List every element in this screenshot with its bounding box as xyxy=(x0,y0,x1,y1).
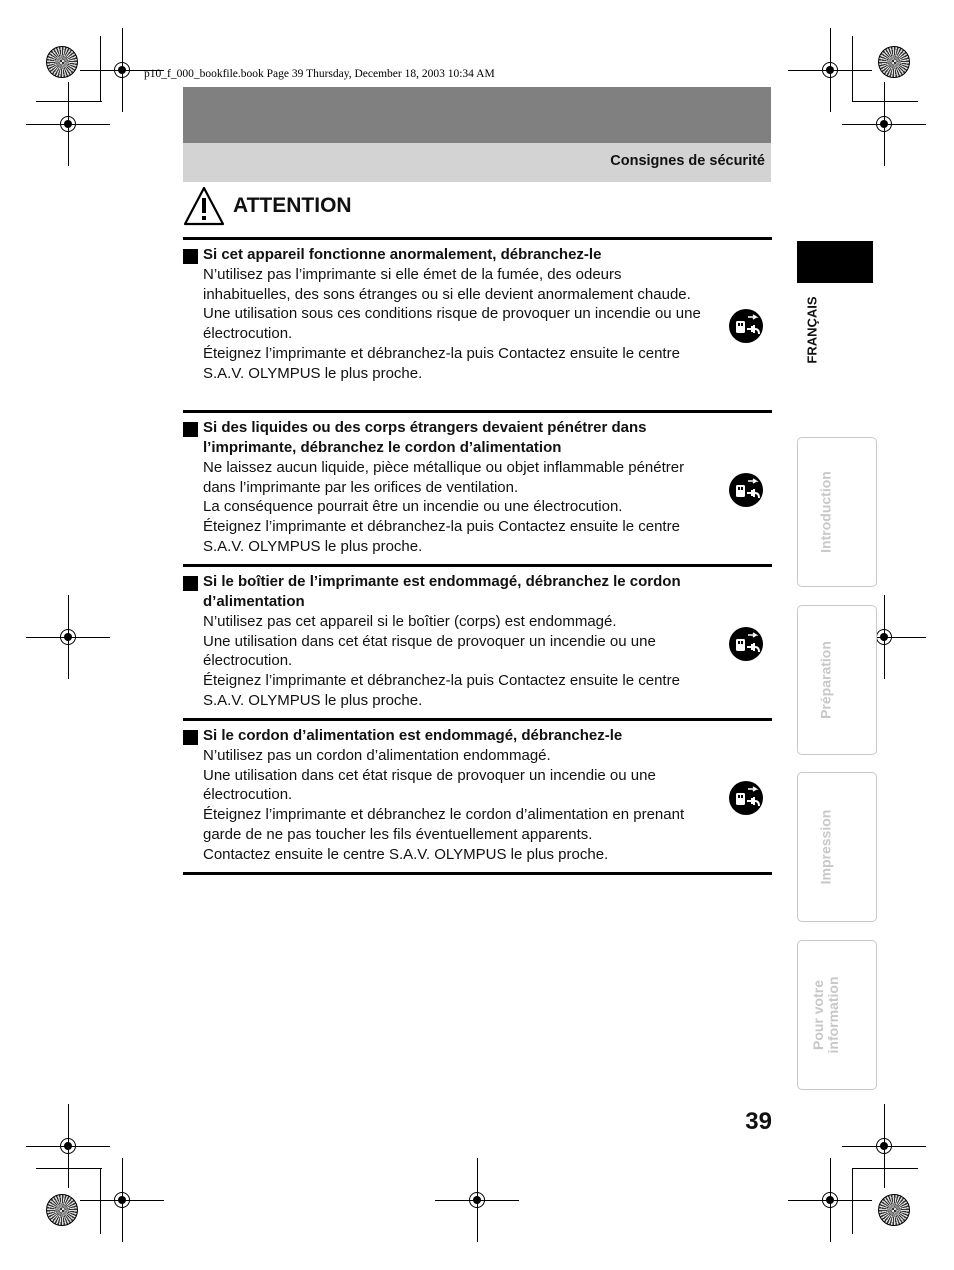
warning-section-4 xyxy=(183,726,772,864)
warning-body xyxy=(183,265,703,383)
crop-line xyxy=(100,1168,101,1234)
page-number: 39 xyxy=(745,1108,772,1135)
section-divider xyxy=(183,410,772,413)
tab-label: Préparation xyxy=(817,641,834,719)
book-file-info: p10_f_000_bookfile.book Page 39 Thursday, December 18, 2003 10:34 AM xyxy=(144,68,495,80)
header-band xyxy=(183,87,771,143)
crop-line xyxy=(36,1168,102,1169)
warning-section-3 xyxy=(183,572,772,711)
warning-paragraph: N’utilisez pas l’imprimante si elle émet de la fumée, des odeurs inhabituelles, des sons étranges ou si elle devient anormalement chaude. xyxy=(203,266,691,303)
crop-line xyxy=(100,36,101,102)
crop-line xyxy=(852,101,918,102)
warning-paragraph: Éteignez l’imprimante et débranchez-la puis Contactez ensuite le centre S.A.V. OLYMPUS le plus proche. xyxy=(203,672,680,709)
tab-label: Pour votre information xyxy=(810,976,841,1054)
tab-impression[interactable] xyxy=(797,772,877,922)
tab-label: Introduction xyxy=(817,471,834,553)
warning-paragraph: La conséquence pourrait être un incendie ou une électrocution. xyxy=(203,498,623,516)
section-divider xyxy=(183,872,772,875)
warning-title: Si cet appareil fonctionne anormalement, débranchez-le xyxy=(183,245,723,265)
unplug-icon xyxy=(728,308,764,344)
warning-paragraph: Ne laissez aucun liquide, pièce métallique ou objet inflammable pénétrer dans l’imprimante par les orifices de ventilation. xyxy=(203,459,685,496)
attention-label: ATTENTION xyxy=(233,194,352,217)
color-target-mark xyxy=(46,46,78,78)
warning-paragraph: Contactez ensuite le centre S.A.V. OLYMPUS le plus proche. xyxy=(203,845,609,863)
header-section-bar xyxy=(183,143,771,182)
warning-body xyxy=(183,746,703,864)
warning-paragraph: Une utilisation dans cet état risque de provoquer un incendie ou une électrocution. xyxy=(203,766,656,804)
unplug-icon xyxy=(728,472,764,508)
attention-heading xyxy=(183,186,352,226)
section-divider xyxy=(183,237,772,240)
color-target-mark xyxy=(878,46,910,78)
warning-paragraph: N’utilisez pas un cordon d’alimentation endommagé. xyxy=(203,747,551,764)
tab-pour-votre-information[interactable] xyxy=(797,940,877,1090)
unplug-icon xyxy=(728,780,764,816)
color-target-mark xyxy=(878,1194,910,1226)
warning-title: Si le boîtier de l’imprimante est endommagé, débranchez le cordon d’alimentation xyxy=(183,572,723,612)
warning-triangle-icon xyxy=(183,186,225,226)
warning-paragraph: Une utilisation sous ces conditions risque de provoquer un incendie ou une électrocution. xyxy=(203,305,701,343)
language-label-wrap xyxy=(786,290,838,370)
section-divider xyxy=(183,564,772,567)
language-marker xyxy=(797,241,873,283)
tab-label: Impression xyxy=(817,809,834,885)
warning-section-2 xyxy=(183,418,772,557)
warning-section-1 xyxy=(183,245,772,383)
tab-preparation[interactable] xyxy=(797,605,877,755)
warning-paragraph: Éteignez l’imprimante et débranchez-la puis Contactez ensuite le centre S.A.V. OLYMPUS le plus proche. xyxy=(203,344,680,382)
crop-line xyxy=(852,1168,918,1169)
crop-line xyxy=(852,36,853,102)
warning-paragraph: Éteignez l’imprimante et débranchez-la puis Contactez ensuite le centre S.A.V. OLYMPUS le plus proche. xyxy=(203,518,680,555)
warning-title: Si des liquides ou des corps étrangers devaient pénétrer dans l’imprimante, débranchez le cordon d’alimentation xyxy=(183,418,723,458)
section-title: Consignes de sécurité xyxy=(610,153,765,169)
warning-title: Si le cordon d’alimentation est endommagé, débranchez-le xyxy=(183,726,723,746)
warning-body xyxy=(183,612,703,711)
section-divider xyxy=(183,718,772,721)
crop-line xyxy=(852,1168,853,1234)
unplug-icon xyxy=(728,626,764,662)
language-label: FRANÇAIS xyxy=(804,296,820,364)
tab-introduction[interactable] xyxy=(797,437,877,587)
warning-body xyxy=(183,458,703,557)
warning-paragraph: N’utilisez pas cet appareil si le boîtier (corps) est endommagé. xyxy=(203,613,617,630)
color-target-mark xyxy=(46,1194,78,1226)
warning-paragraph: Une utilisation dans cet état risque de provoquer un incendie ou une électrocution. xyxy=(203,632,656,670)
crop-line xyxy=(36,101,102,102)
warning-paragraph: Éteignez l’imprimante et débranchez le cordon d’alimentation en prenant garde de ne pas toucher les fils éventuellement apparents. xyxy=(203,806,685,843)
